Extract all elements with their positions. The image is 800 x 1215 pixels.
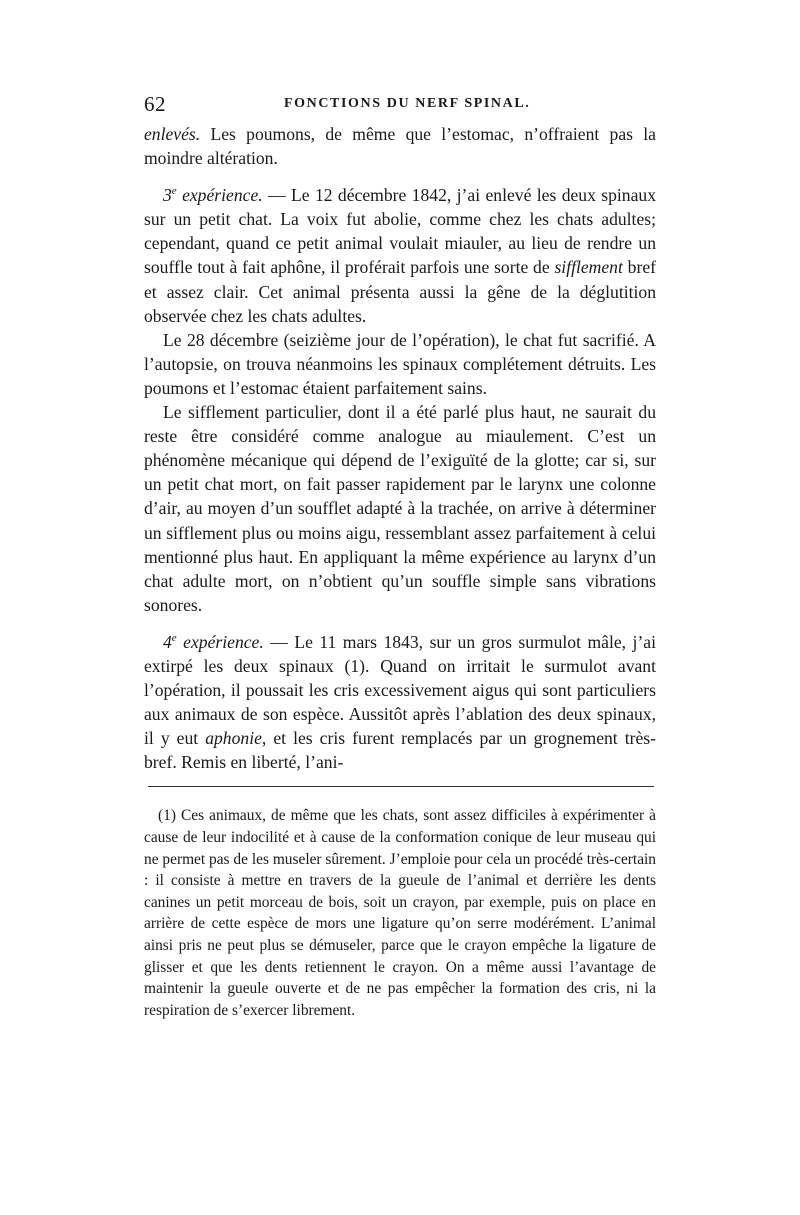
footnote-text: (1) Ces animaux, de même que les chats, sont assez difficiles à expérimenter à cause de leur indocilité et à cause de la conformation conique de leur museau qui ne permet pas de les museler sûrement. J’emploie pour cela un procédé très-certain : il consiste à mettre en travers de la gueule de l’animal et derrière les dents canines un petit morceau de bois, soit un crayon, par exemple, puis on place en arrière de cette espèce de mors une ligature qu’on serre modérément. L’animal ainsi pris ne peut plus se démuseler, parce que le crayon empêche la ligature de glisser et que les dents retiennent le crayon. On a même aussi l’avantage de maintenir la gueule ouverte et de ne pas empêcher la formation des cris, ni la respiration de s’exercer librement.	[144, 807, 656, 1019]
experience-3-superscript: e	[171, 185, 177, 198]
paragraph-continuation	[144, 122, 656, 170]
experience-4-label	[163, 632, 264, 652]
book-page	[144, 92, 656, 1021]
experience-4-italic-word: aphonie	[205, 728, 262, 749]
experience-4-number: 4	[163, 631, 172, 652]
running-head: FONCTIONS DU NERF SPINAL.	[284, 96, 531, 111]
experience-3-italic-word: sifflement	[554, 257, 623, 278]
experience-3-label	[163, 185, 263, 205]
experience-3-text-b: bref et assez clair. Cet animal présenta aussi la gêne de la déglutition observée chez les chats adultes.	[144, 257, 656, 326]
section-gap	[144, 617, 656, 630]
page-header	[144, 92, 656, 122]
experience-3-label-word: expérience.	[176, 185, 263, 206]
continuation-italic-word: enlevés.	[144, 124, 201, 144]
experience-3-number: 3	[163, 185, 172, 206]
experience-4-text-b: , et les cris furent remplacés par un grognement très-bref. Remis en liberté, l’ani-	[144, 728, 656, 773]
paragraph-sifflement: Le sifflement particulier, dont il a été parlé plus haut, ne saurait du reste être considéré comme analogue au miaulement. C’est un phénomène mécanique qui dépend de l’exiguïté de la glotte; car si, sur un petit chat mort, on fait passer rapidement par le larynx une colonne d’air, au moyen d’un soufflet adapté à la trachée, on arrive à déterminer un sifflement plus ou moins aigu, ressemblant assez parfaitement à celui mentionné plus haut. En appliquant la même expérience au larynx d’un chat adulte mort, on n’obtient qu’un souffle simple sans vibrations sonores.	[144, 402, 656, 615]
paragraph-experience-3	[144, 183, 656, 328]
footnote	[144, 805, 656, 1021]
experience-4-superscript: e	[171, 632, 177, 645]
continuation-text: Les poumons, de même que l’estomac, n’offraient pas la moindre altération.	[144, 124, 656, 169]
experience-3-text-a: — Le 12 décembre 1842, j’ai enlevé les deux spinaux sur un petit chat. La voix fut abolie, comme chez les chats adultes; cependant, quand ce petit animal voulait miauler, au lieu de rendre un souffle tout à fait aphône, il proférait parfois une sorte de	[144, 185, 657, 278]
experience-4-text-a: — Le 11 mars 1843, sur un gros surmulot mâle, j’ai extirpé les deux spinaux (1). Quand on irritait le surmulot avant l’opération, il poussait les cris excessivement aigus qui sont particuliers aux animaux de son espèce. Aussitôt après l’ablation des deux spinaux, il y eut	[144, 631, 656, 749]
section-gap	[144, 170, 656, 183]
footnote-divider	[148, 786, 654, 787]
page-number: 62	[144, 92, 166, 116]
paragraph-experience-4	[144, 630, 656, 775]
paragraph-autopsy: Le 28 décembre (seizième jour de l’opération), le chat fut sacrifié. A l’autopsie, on trouva néanmoins les spinaux complétement détruits. Les poumons et l’estomac étaient parfaitement sains.	[144, 329, 656, 398]
experience-4-label-word: expérience.	[176, 631, 264, 652]
main-text	[144, 122, 656, 774]
